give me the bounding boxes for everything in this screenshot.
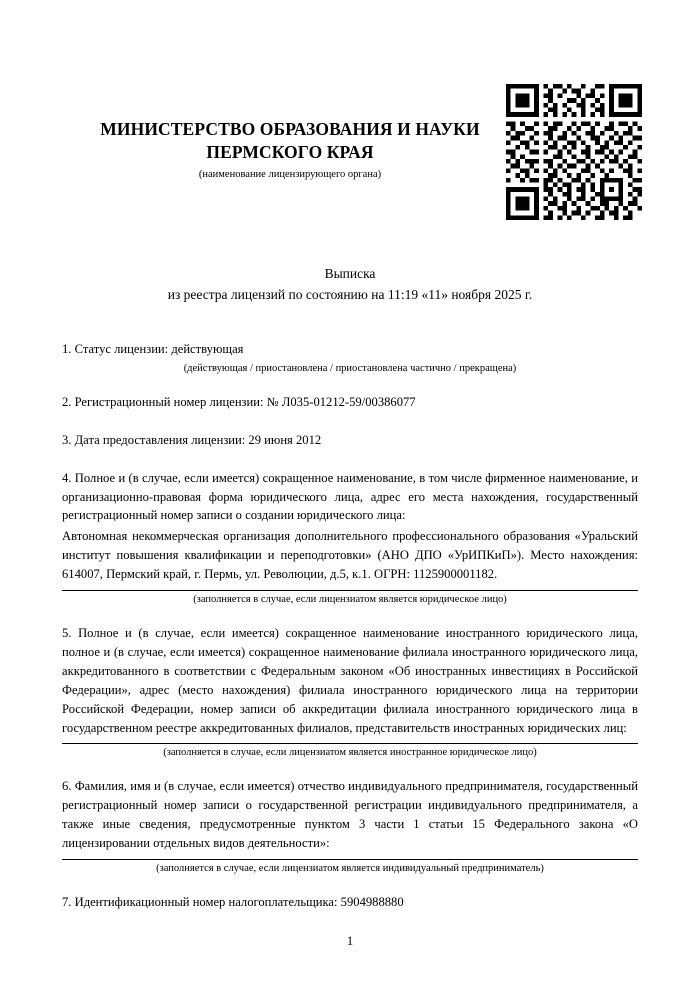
- item-2-registration-number: 2. Регистрационный номер лицензии: № Л035-01212-59/00386077: [62, 394, 416, 409]
- item-3-issue-date: 3. Дата предоставления лицензии: 29 июня 2012: [62, 432, 322, 447]
- item-5-foreign-entity-label: 5. Полное и (в случае, если имеется) сокращенное наименование иностранного юридического лица, полное и (в случае, если имеется) сокращенное наименование филиала иностранного юридического лица, аккредитованного в соответствии с Федеральным законом «Об иностранных инвестициях в Российской Федерации», адрес (место нахождения) филиала иностранного юридического лица на территории Российской Федерации, номер записи об аккредитации филиала иностранного юридического лица в государственном реестре аккредитованных филиалов, представительств иностранных юридических лиц:: [62, 626, 638, 735]
- item-4-legal-entity-label: 4. Полное и (в случае, если имеется) сокращенное наименование, в том числе фирменное наименование, и организационно-правовая форма юридического лица, адрес его места нахождения, государственный регистрационный номер записи о создании юридического лица:: [62, 470, 638, 523]
- item-6-divider: [62, 859, 638, 860]
- item-4-legal-entity-value: Автономная некоммерческая организация дополнительного профессионального образования «Уральский институт повышения квалификации и переподготовки» (АНО ДПО «УрИПКиП»). Место нахождения: 614007, Пермский край, г. Пермь, ул. Революции, д.5, к.1. ОГРН: 1125900001182.: [62, 529, 638, 582]
- item-4-divider: [62, 590, 638, 591]
- item-7-taxpayer-number: 7. Идентификационный номер налогоплательщика: 5904988880: [62, 894, 404, 909]
- document-title: [62, 264, 638, 306]
- qr-code-icon: [506, 84, 642, 220]
- item-5-divider: [62, 743, 638, 744]
- item-1-status: 1. Статус лицензии: действующая: [62, 342, 244, 357]
- item-1-note: (действующая / приостановлена / приостановлена частично / прекращена): [183, 362, 517, 374]
- item-6-note: (заполняется в случае, если лицензиатом является индивидуальный предприниматель): [156, 862, 544, 874]
- page-title: МИНИСТЕРСТВО ОБРАЗОВАНИЯ И НАУКИ ПЕРМСКОГО КРАЯ: [100, 119, 480, 163]
- item-5-note: (заполняется в случае, если лицензиатом является иностранное юридическое лицо): [163, 747, 537, 759]
- item-4-note: (заполняется в случае, если лицензиатом является юридическое лицо): [193, 594, 507, 606]
- document-title-line1: Выписка: [324, 266, 376, 282]
- licensing-authority-note: (наименование лицензирующего органа): [198, 169, 382, 181]
- page-number: 1: [346, 934, 354, 948]
- document-title-line2: из реестра лицензий по состоянию на 11:19 «11» ноября 2025 г.: [167, 287, 533, 303]
- item-6-individual-entrepreneur-label: 6. Фамилия, имя и (в случае, если имеется) отчество индивидуального предпринимателя, государственный регистрационный номер записи о государственной регистрации индивидуального предпринимателя, а также иные сведения, предусмотренные пунктом 3 части 1 статьи 15 Федерального закона «О лицензировании отдельных видов деятельности»:: [62, 779, 638, 851]
